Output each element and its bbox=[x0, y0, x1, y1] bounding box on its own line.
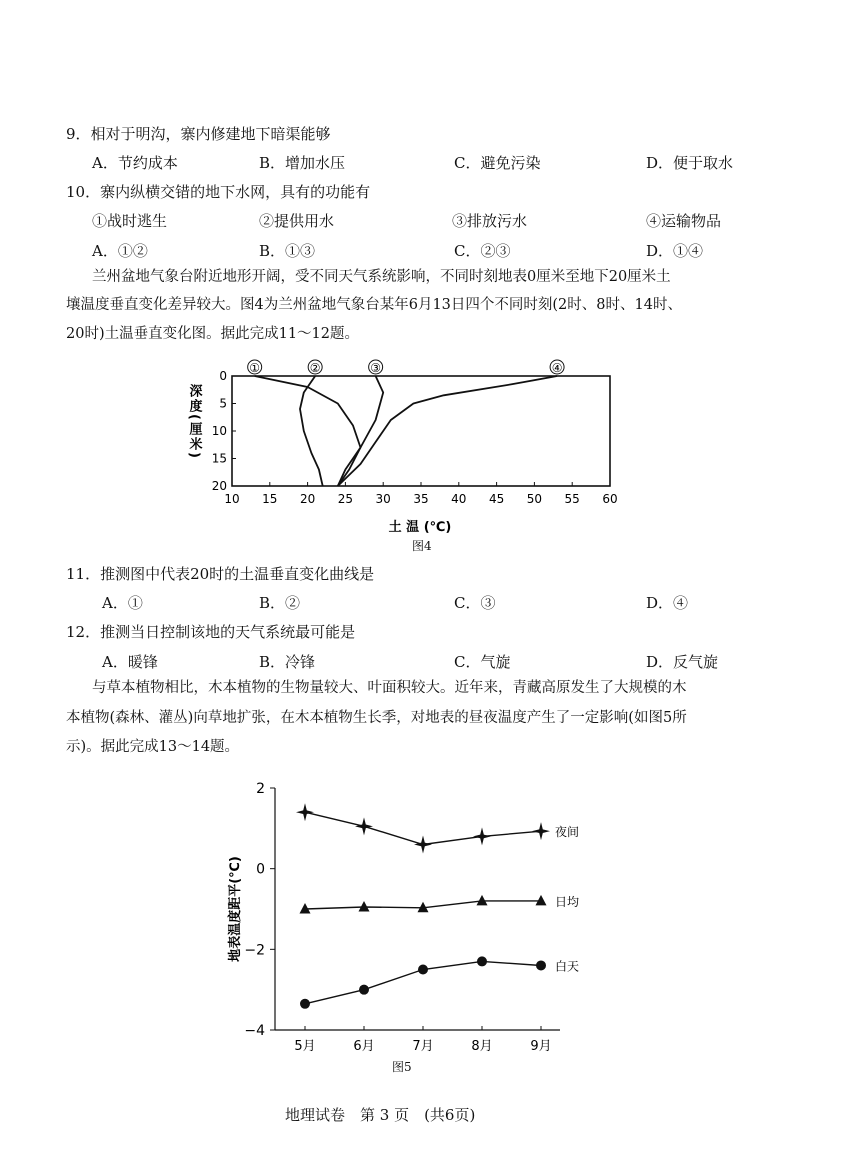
q12-option-c: C．气旋 bbox=[454, 653, 511, 671]
passage-2-line-1: 与草本植物相比，木本植物的生物量较大、叶面积较大。近年来，青藏高原发生了大规模的木 bbox=[92, 680, 687, 696]
q11-option-b: B．② bbox=[259, 594, 301, 612]
q10-item-1: ①战时逃生 bbox=[92, 212, 168, 230]
passage-2-line-2: 本植物(森林、灌丛)向草地扩张，在木本植物生长季，对地表的昼夜温度产生了一定影响(如图5所 bbox=[66, 710, 687, 726]
fig5-x-tick-label: 8月 bbox=[471, 1039, 493, 1054]
fig5-point-triangle bbox=[359, 901, 370, 912]
q12-option-a: A．暖锋 bbox=[102, 653, 158, 671]
fig4-y-tick-label: 0 bbox=[219, 369, 227, 383]
fig4-curve-label-2: ② bbox=[309, 361, 321, 375]
passage-1-line-1: 兰州盆地气象台附近地形开阔，受不同天气系统影响，不同时刻地表0厘米至地下20厘米土 bbox=[92, 269, 671, 285]
fig5-point-star bbox=[296, 803, 314, 821]
fig5-y-tick-label: −4 bbox=[244, 1023, 265, 1039]
q10-item-4: ④运输物品 bbox=[646, 212, 722, 230]
fig4-x-tick-label: 60 bbox=[602, 492, 618, 506]
fig4-x-tick-label: 40 bbox=[451, 492, 467, 506]
fig5-point-circle bbox=[418, 965, 428, 975]
passage-2-line-3: 示)。据此完成13～14题。 bbox=[66, 739, 240, 755]
fig4-curve-label-1: ① bbox=[249, 361, 261, 375]
figure-5-caption: 图5 bbox=[392, 1060, 412, 1074]
passage-1-line-2: 壤温度垂直变化差异较大。图4为兰州盆地气象台某年6月13日四个不同时刻(2时、8时、14时、 bbox=[66, 297, 682, 313]
fig5-y-tick-label: −2 bbox=[244, 942, 265, 959]
q9-option-d: D．便于取水 bbox=[646, 154, 734, 172]
fig5-series-label-3: 白天 bbox=[555, 959, 580, 974]
q9-option-c: C．避免污染 bbox=[454, 154, 541, 172]
fig4-x-tick-label: 15 bbox=[262, 492, 278, 506]
fig5-point-circle bbox=[477, 956, 487, 966]
fig5-x-tick-label: 6月 bbox=[353, 1039, 375, 1054]
q10-option-d: D．①④ bbox=[646, 242, 704, 260]
fig5-x-tick-label: 9月 bbox=[530, 1039, 552, 1054]
fig5-y-axis-label: 地表温度距平(℃) bbox=[228, 856, 243, 962]
q10-item-2: ②提供用水 bbox=[259, 212, 335, 230]
q9-option-a: A．节约成本 bbox=[92, 154, 178, 172]
fig4-x-tick-label: 55 bbox=[564, 492, 580, 506]
fig4-y-tick-label: 15 bbox=[211, 451, 227, 466]
fig5-y-tick-label: 2 bbox=[256, 781, 265, 797]
fig5-point-circle bbox=[359, 985, 369, 995]
fig5-point-triangle bbox=[477, 895, 488, 906]
figure-4-caption: 图4 bbox=[412, 539, 432, 553]
fig5-series-label-2: 日均 bbox=[555, 894, 580, 909]
fig4-y-tick-label: 10 bbox=[211, 424, 227, 438]
fig5-x-tick-label: 7月 bbox=[412, 1039, 434, 1054]
fig4-curve-3 bbox=[338, 376, 383, 486]
q10-option-b: B．①③ bbox=[259, 242, 316, 260]
question-10-stem: 10．寨内纵横交错的地下水网，具有的功能有 bbox=[66, 183, 371, 201]
fig4-curve-label-3: ③ bbox=[370, 361, 382, 375]
fig4-x-tick-label: 45 bbox=[488, 492, 505, 506]
q11-option-a: A．① bbox=[102, 594, 143, 612]
q12-option-d: D．反气旋 bbox=[646, 653, 719, 671]
fig4-plot-frame bbox=[232, 376, 610, 486]
fig5-point-star bbox=[355, 817, 373, 835]
fig5-point-star bbox=[414, 835, 432, 853]
fig5-series-label-1: 夜间 bbox=[555, 825, 580, 840]
q11-option-c: C．③ bbox=[454, 594, 496, 612]
figure-4-soil-temperature-chart bbox=[180, 352, 640, 552]
fig5-y-tick-label: 0 bbox=[256, 861, 265, 878]
fig4-x-tick-label: 25 bbox=[337, 492, 354, 506]
q12-option-b: B．冷锋 bbox=[259, 653, 316, 671]
passage-1-line-3: 20时)土温垂直变化图。据此完成11～12题。 bbox=[66, 326, 360, 342]
q9-option-b: B．增加水压 bbox=[259, 154, 346, 172]
fig4-curve-4 bbox=[338, 376, 557, 486]
fig5-point-triangle bbox=[536, 895, 547, 906]
fig4-x-axis-label: 土 温 (℃) bbox=[388, 520, 452, 535]
fig4-x-tick-label: 30 bbox=[375, 492, 391, 506]
q11-option-d: D．④ bbox=[646, 594, 689, 612]
fig5-point-star bbox=[532, 822, 550, 840]
fig4-x-tick-label: 50 bbox=[526, 492, 543, 506]
q10-option-a: A．①② bbox=[92, 242, 148, 260]
fig4-y-tick-label: 20 bbox=[211, 479, 227, 493]
fig4-y-axis-label: 深度(厘米) bbox=[186, 384, 202, 460]
q10-option-c: C．②③ bbox=[454, 242, 511, 260]
figure-5-surface-temperature-anomaly-chart bbox=[215, 770, 615, 1060]
q10-item-3: ③排放污水 bbox=[452, 212, 528, 230]
fig4-y-tick-label: 5 bbox=[219, 396, 227, 411]
fig5-point-circle bbox=[300, 999, 310, 1009]
fig5-x-tick-label: 5月 bbox=[294, 1039, 316, 1054]
fig5-point-circle bbox=[536, 960, 546, 970]
fig4-x-tick-label: 20 bbox=[299, 492, 316, 506]
fig5-point-star bbox=[473, 827, 491, 845]
question-11-stem: 11．推测图中代表20时的土温垂直变化曲线是 bbox=[66, 565, 375, 583]
question-12-stem: 12．推测当日控制该地的天气系统最可能是 bbox=[66, 623, 356, 641]
fig4-x-tick-label: 35 bbox=[413, 492, 429, 506]
fig4-curve-label-4: ④ bbox=[551, 361, 563, 375]
question-9-stem: 9．相对于明沟，寨内修建地下暗渠能够 bbox=[66, 125, 331, 143]
fig4-x-tick-label: 10 bbox=[224, 492, 240, 506]
page-footer: 地理试卷 第 3 页 (共6页) bbox=[285, 1106, 476, 1124]
